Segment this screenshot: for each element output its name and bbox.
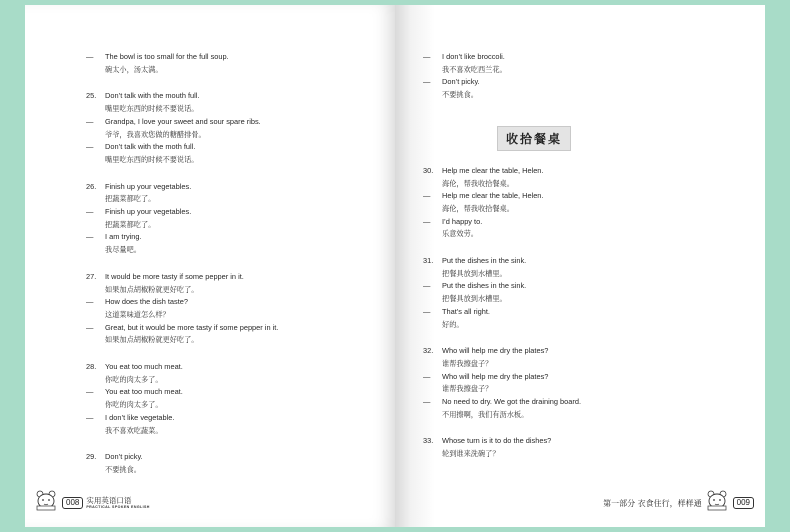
dash-marker: —	[423, 281, 431, 291]
line-text: Don’t talk with the mouth full.	[105, 91, 200, 101]
dash-marker: —	[86, 142, 94, 152]
translation-line	[88, 374, 378, 387]
dash-marker: —	[86, 207, 94, 217]
dash-marker: —	[423, 306, 431, 316]
line-text: No need to dry. We got the draining board.	[442, 397, 582, 407]
bear-mascot-icon	[33, 489, 59, 511]
line-text: 我尽量吧。	[105, 245, 141, 255]
dialogue-line	[88, 206, 378, 219]
dash-marker: —	[423, 397, 431, 407]
translation-line	[425, 293, 735, 306]
line-text: Who will help me dry the plates?	[442, 346, 549, 356]
dialogue-line	[88, 451, 378, 464]
translation-line	[88, 154, 378, 167]
entry-number: 32.	[423, 346, 434, 356]
translation-line	[88, 129, 378, 142]
right-page	[395, 5, 765, 527]
line-text: 把蔬菜都吃了。	[105, 194, 156, 204]
entry-number: 25.	[86, 91, 97, 101]
line-text: Don’t picky.	[105, 452, 143, 462]
dialogue-line	[88, 231, 378, 244]
dialogue-line	[425, 255, 735, 268]
line-text: 我不喜欢吃蔬菜。	[105, 425, 163, 435]
translation-line	[425, 448, 735, 461]
dialogue-entry	[88, 181, 378, 257]
dialogue-entry	[88, 90, 378, 166]
line-text: 如果加点胡椒粉就更好吃了。	[105, 284, 199, 294]
book-spread	[25, 5, 765, 527]
line-text: How does the dish taste?	[105, 297, 188, 307]
line-text: Who will help me dry the plates?	[442, 371, 549, 381]
translation-line	[425, 409, 735, 422]
translation-line	[88, 309, 378, 322]
entry-number: 28.	[86, 362, 97, 372]
line-text: I don’t like vegetable.	[105, 412, 175, 422]
translation-line	[425, 64, 735, 77]
line-text: The bowl is too small for the full soup.	[105, 52, 229, 61]
line-text: Finish up your vegetables.	[105, 207, 192, 217]
dialogue-line	[425, 51, 735, 64]
dialogue-line	[88, 116, 378, 129]
left-page-content	[88, 51, 378, 491]
translation-line	[425, 89, 735, 102]
line-text: Put the dishes in the sink.	[442, 256, 527, 266]
dialogue-entry	[425, 345, 735, 421]
dialogue-entry	[88, 51, 378, 76]
translation-line	[425, 228, 735, 241]
dash-marker: —	[86, 297, 94, 307]
dialogue-line	[425, 345, 735, 358]
dialogue-entry	[425, 165, 735, 241]
book-title-zh: 实用英语口语	[86, 496, 132, 505]
line-text: Help me clear the table, Helen.	[442, 165, 544, 175]
line-text: 我不喜欢吃西兰花。	[442, 64, 507, 74]
dash-marker: —	[423, 371, 431, 381]
line-text: 你吃的肉太多了。	[105, 374, 163, 384]
translation-line	[425, 178, 735, 191]
line-text: Don’t picky.	[442, 77, 480, 87]
line-text: 海伦，帮我收拾餐桌。	[442, 178, 514, 188]
section-heading: 收拾餐桌	[497, 126, 571, 151]
dialogue-line	[88, 271, 378, 284]
line-text: I am trying.	[105, 232, 142, 242]
chapter-title: 第一部分 衣食住行，样样通	[603, 499, 702, 508]
line-text: 把餐具放到水槽里。	[442, 268, 507, 278]
dialogue-line	[88, 51, 378, 64]
entry-number: 30.	[423, 165, 434, 175]
line-text: Whose turn is it to do the dishes?	[442, 436, 552, 446]
dash-marker: —	[423, 191, 431, 201]
bear-mascot-icon	[704, 489, 730, 511]
line-text: That’s all right.	[442, 306, 490, 316]
translation-line	[88, 425, 378, 438]
line-text: 不用擦啊，我们有沥水板。	[442, 409, 529, 419]
line-text: 好的。	[442, 319, 464, 329]
entry-number: 29.	[86, 452, 97, 462]
right-bottom-entries	[425, 165, 735, 461]
line-text: 不要挑食。	[105, 464, 141, 474]
line-text: Help me clear the table, Helen.	[442, 191, 544, 201]
dialogue-entry	[88, 361, 378, 437]
dialogue-line	[425, 435, 735, 448]
line-text: 把蔬菜都吃了。	[105, 219, 156, 229]
left-page	[25, 5, 395, 527]
line-text: 谁帮我擦盘子？	[442, 384, 493, 394]
dialogue-line	[425, 165, 735, 178]
line-text: 嘴里吃东西的时候不要说话。	[105, 104, 199, 114]
line-text: 轮到谁来洗碗了？	[442, 449, 500, 459]
page-number: 009	[733, 497, 754, 509]
line-text: 谁帮我擦盘子？	[442, 358, 493, 368]
dash-marker: —	[423, 216, 431, 226]
left-page-footer	[33, 489, 150, 511]
translation-line	[425, 358, 735, 371]
dialogue-entry	[88, 271, 378, 347]
dialogue-line	[425, 190, 735, 203]
dash-marker: —	[86, 232, 94, 242]
entry-number: 26.	[86, 181, 97, 191]
dialogue-line	[88, 181, 378, 194]
dash-marker: —	[86, 322, 94, 332]
line-text: 不要挑食。	[442, 90, 478, 100]
dialogue-line	[425, 396, 735, 409]
line-text: You eat too much meat.	[105, 387, 183, 397]
line-text: 嘴里吃东西的时候不要说话。	[105, 154, 199, 164]
translation-line	[425, 268, 735, 281]
dialogue-entry	[425, 255, 735, 331]
translation-line	[425, 319, 735, 332]
translation-line	[88, 464, 378, 477]
book-title-en: PRACTICAL SPOKEN ENGLISH	[86, 505, 150, 509]
dash-marker: —	[86, 387, 94, 397]
line-text: Finish up your vegetables.	[105, 181, 192, 191]
line-text: 碗太小，汤太满。	[105, 64, 163, 74]
translation-line	[88, 64, 378, 77]
line-text: I don’t like broccoli.	[442, 52, 505, 61]
line-text: 海伦，帮我收拾餐桌。	[442, 203, 514, 213]
dialogue-line	[425, 76, 735, 89]
book-title	[86, 496, 149, 510]
entry-number: 31.	[423, 256, 434, 266]
dialogue-line	[88, 386, 378, 399]
line-text: 爷爷，我喜欢您做的糖醋排骨。	[105, 129, 206, 139]
dash-marker: —	[423, 52, 431, 61]
line-text: Grandpa, I love your sweet and sour spare ribs.	[105, 116, 261, 126]
translation-line	[425, 203, 735, 216]
right-page-content	[425, 51, 735, 475]
dialogue-line	[88, 322, 378, 335]
line-text: 如果加点胡椒粉就更好吃了。	[105, 335, 199, 345]
line-text: It would be more tasty if some pepper in it.	[105, 271, 244, 281]
entry-number: 33.	[423, 436, 434, 446]
dialogue-line	[425, 280, 735, 293]
translation-line	[88, 399, 378, 412]
translation-line	[88, 219, 378, 232]
dialogue-line	[88, 296, 378, 309]
dash-marker: —	[423, 77, 431, 87]
dialogue-line	[88, 361, 378, 374]
line-text: Don’t talk with the moth full.	[105, 142, 196, 152]
line-text: You eat too much meat.	[105, 362, 183, 372]
line-text: 乐意效劳。	[442, 229, 478, 239]
dash-marker: —	[86, 52, 94, 61]
translation-line	[425, 383, 735, 396]
dialogue-line	[425, 371, 735, 384]
dialogue-entry	[425, 435, 735, 460]
line-text: I’d happy to.	[442, 216, 483, 226]
line-text: 你吃的肉太多了。	[105, 400, 163, 410]
dash-marker: —	[86, 412, 94, 422]
dialogue-entry	[425, 51, 735, 102]
translation-line	[88, 284, 378, 297]
entry-number: 27.	[86, 271, 97, 281]
dialogue-line	[88, 141, 378, 154]
translation-line	[88, 103, 378, 116]
dialogue-line	[425, 216, 735, 229]
page-number: 008	[62, 497, 83, 509]
translation-line	[88, 193, 378, 206]
dialogue-line	[88, 90, 378, 103]
dash-marker: —	[86, 116, 94, 126]
dialogue-line	[425, 306, 735, 319]
right-top-entries	[425, 51, 735, 102]
translation-line	[88, 244, 378, 257]
line-text: 把餐具放到水槽里。	[442, 294, 507, 304]
line-text: Great, but it would be more tasty if some pepper in it.	[105, 322, 279, 332]
line-text: 这道菜味道怎么样？	[105, 309, 170, 319]
translation-line	[88, 334, 378, 347]
right-page-footer	[603, 489, 757, 511]
line-text: Put the dishes in the sink.	[442, 281, 527, 291]
dialogue-entry	[88, 451, 378, 476]
dialogue-line	[88, 412, 378, 425]
